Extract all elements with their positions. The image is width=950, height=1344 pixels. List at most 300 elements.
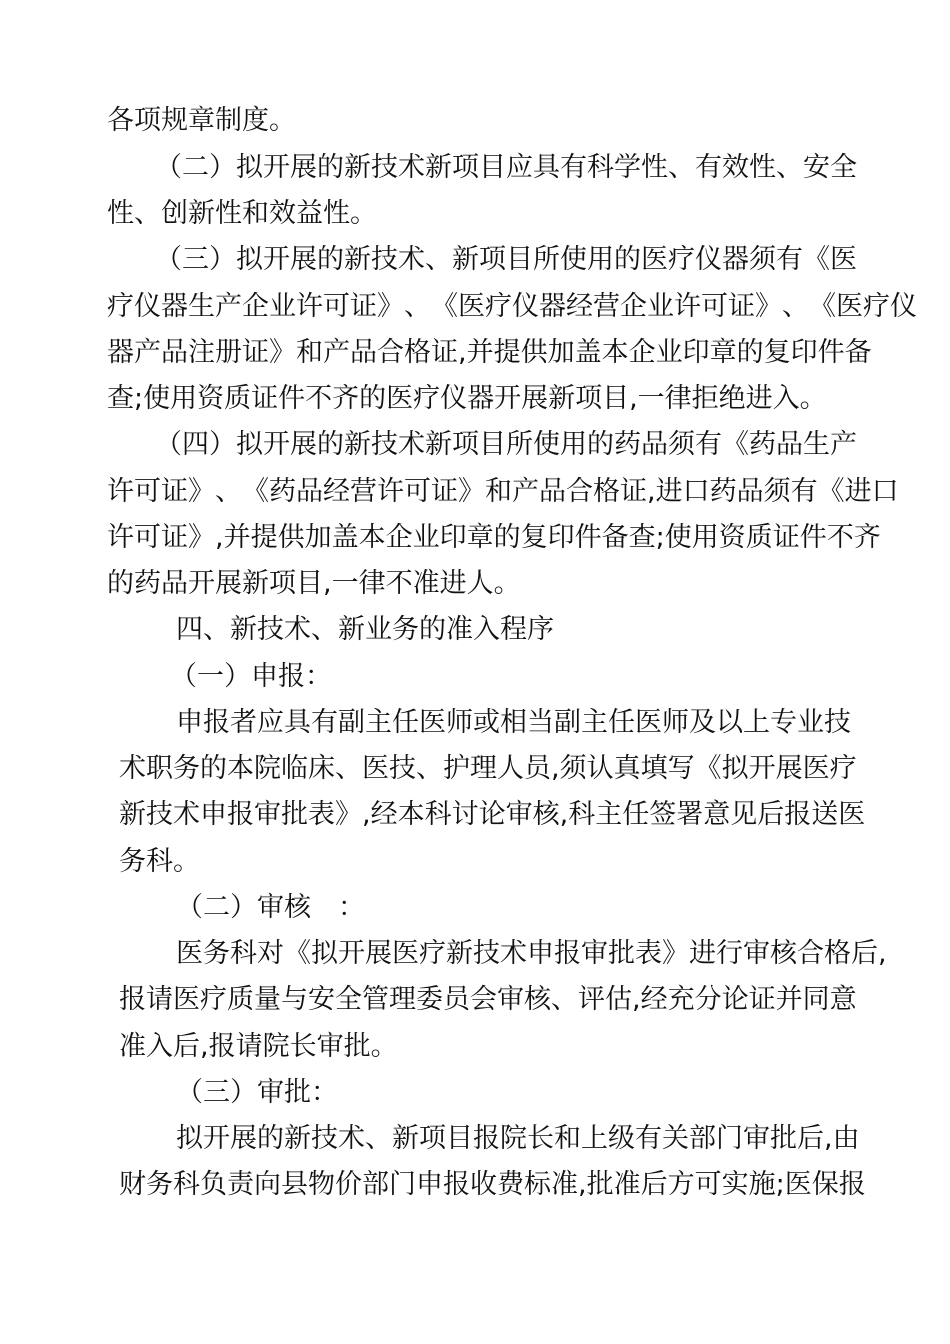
text-glyph: 合 — [566, 476, 593, 507]
text-glyph: 物 — [308, 1169, 335, 1200]
text-glyph: 产 — [134, 337, 161, 368]
text-glyph: 科 — [568, 799, 596, 830]
paragraph-line: 查;使用资质证件不齐的医疗仪器开展新项目,一律拒绝进入。 — [107, 383, 827, 414]
text-glyph: 项 — [452, 152, 479, 183]
text-glyph: 术 — [398, 152, 425, 183]
text-glyph: 企 — [385, 522, 413, 553]
text-glyph: 器 — [161, 291, 188, 322]
text-glyph: 品 — [539, 476, 566, 507]
text-glyph: 许 — [296, 291, 323, 322]
text-glyph: 质 — [745, 522, 773, 553]
text-glyph: 财 — [119, 1169, 146, 1200]
text-glyph: , — [458, 337, 467, 368]
text-glyph: 术 — [338, 1123, 365, 1154]
text-glyph: 证 — [728, 291, 755, 322]
text-glyph: 护 — [443, 753, 470, 784]
text-glyph: 术 — [500, 938, 527, 969]
text-glyph: 论 — [478, 799, 506, 830]
text-glyph: 项 — [479, 244, 506, 275]
text-glyph: 报 — [784, 799, 812, 830]
text-glyph: 展 — [290, 152, 317, 183]
text-glyph: 药 — [269, 476, 296, 507]
text-glyph: 估 — [605, 984, 632, 1015]
text-glyph: 药 — [614, 429, 641, 460]
text-glyph: 、 — [215, 476, 242, 507]
text-glyph: 合 — [797, 938, 824, 969]
text-glyph: 盖 — [574, 337, 602, 368]
text-glyph: 副 — [338, 707, 365, 738]
text-glyph: 的 — [587, 429, 614, 460]
text-glyph: 学 — [614, 152, 641, 183]
text-glyph: 加 — [304, 522, 332, 553]
text-glyph: 的 — [200, 753, 227, 784]
text-glyph: 进 — [655, 476, 683, 507]
text-glyph: 科 — [424, 799, 452, 830]
text-glyph: 科 — [587, 152, 614, 183]
text-glyph: 提 — [250, 522, 278, 553]
text-glyph: 申 — [416, 1169, 443, 1200]
paragraph-line — [176, 936, 887, 972]
text-glyph: 合 — [377, 337, 404, 368]
text-glyph: 品 — [161, 337, 188, 368]
text-glyph: 开 — [748, 753, 776, 784]
text-glyph: 产 — [830, 429, 857, 460]
text-glyph: 开 — [263, 429, 290, 460]
section-heading: 四、新技术、新业务的准入程序 — [176, 614, 554, 645]
text-glyph: 疗 — [107, 291, 134, 322]
text-glyph: 并 — [223, 522, 251, 553]
text-glyph: 和 — [296, 337, 323, 368]
text-glyph: 应 — [506, 152, 533, 183]
text-glyph: 器 — [107, 337, 134, 368]
text-glyph: 医 — [836, 291, 863, 322]
text-glyph: 《 — [431, 291, 458, 322]
text-glyph: 疗 — [200, 984, 227, 1015]
text-glyph: 由 — [832, 1123, 860, 1154]
text-glyph: 、 — [416, 753, 443, 784]
text-glyph: 技 — [371, 244, 398, 275]
text-glyph: 应 — [257, 707, 284, 738]
text-glyph: 营 — [350, 476, 377, 507]
paragraph-line — [119, 751, 857, 787]
paragraph-line: 准入后,报请院长审批。 — [119, 1031, 398, 1062]
text-glyph: 技 — [146, 799, 173, 830]
paragraph-line: 的药品开展新项目,一律不准进人。 — [107, 568, 521, 599]
text-glyph: 同 — [802, 984, 830, 1015]
text-glyph: 有 — [695, 429, 722, 460]
text-glyph: 署 — [676, 799, 704, 830]
text-glyph: 技 — [473, 938, 500, 969]
text-glyph: 医 — [176, 938, 203, 969]
text-glyph: 新 — [452, 244, 479, 275]
text-glyph: 营 — [593, 291, 620, 322]
text-glyph: 盖 — [331, 522, 359, 553]
text-glyph: 批 — [770, 1123, 797, 1154]
text-glyph: 职 — [146, 753, 173, 784]
text-glyph: 讨 — [451, 799, 479, 830]
text-glyph: 、 — [551, 984, 578, 1015]
text-glyph: ） — [209, 244, 236, 275]
text-glyph: 、 — [404, 291, 431, 322]
text-glyph: 经 — [323, 476, 350, 507]
text-glyph: 有 — [695, 152, 722, 183]
text-glyph: 可 — [134, 476, 161, 507]
text-glyph: 三 — [182, 244, 209, 275]
text-glyph: 《 — [817, 476, 845, 507]
text-glyph: 部 — [362, 1169, 389, 1200]
text-glyph: 保 — [811, 1169, 839, 1200]
text-glyph: 收 — [470, 1169, 497, 1200]
text-glyph: 目 — [446, 1123, 473, 1154]
text-glyph: 件 — [574, 522, 602, 553]
text-glyph: 术 — [398, 244, 425, 275]
text-glyph: 上 — [743, 707, 770, 738]
text-glyph: 有 — [560, 152, 587, 183]
text-glyph: 主 — [595, 799, 623, 830]
text-glyph: 生 — [803, 429, 830, 460]
text-glyph: 技 — [824, 707, 851, 738]
text-glyph: 《 — [284, 938, 311, 969]
text-glyph: 印 — [439, 522, 467, 553]
text-glyph: 人 — [497, 753, 524, 784]
text-glyph: 院 — [254, 753, 281, 784]
text-glyph: 任 — [392, 707, 419, 738]
text-glyph: 证 — [242, 337, 269, 368]
paragraph-line — [176, 1121, 860, 1157]
text-glyph: 器 — [722, 244, 749, 275]
text-glyph: 医 — [641, 244, 668, 275]
text-glyph: 意 — [703, 799, 731, 830]
text-glyph: 须 — [559, 753, 587, 784]
text-glyph: 件 — [817, 337, 845, 368]
text-glyph: 、 — [782, 291, 809, 322]
text-glyph: 方 — [667, 1169, 695, 1200]
text-glyph: 格 — [824, 938, 851, 969]
text-glyph: 申 — [527, 938, 554, 969]
text-glyph: 产 — [323, 337, 350, 368]
text-glyph: 评 — [578, 984, 605, 1015]
subsection-heading: （二）审核 ： — [176, 892, 365, 923]
text-glyph: 性 — [749, 152, 776, 183]
text-glyph: 报 — [119, 984, 146, 1015]
text-glyph: 本 — [358, 522, 386, 553]
text-glyph: 疗 — [668, 244, 695, 275]
text-glyph: 具 — [284, 707, 311, 738]
text-glyph: 备 — [601, 522, 629, 553]
text-glyph: 报 — [473, 1123, 500, 1154]
text-glyph: 见 — [730, 799, 758, 830]
subsection-heading: （三）审批： — [176, 1077, 338, 1108]
text-glyph: 须 — [668, 429, 695, 460]
text-glyph: 县 — [281, 1169, 308, 1200]
paragraph-line — [119, 982, 857, 1018]
text-glyph: 项 — [419, 1123, 446, 1154]
text-glyph: 安 — [803, 152, 830, 183]
text-glyph: 产 — [215, 291, 242, 322]
text-glyph: 相 — [500, 707, 527, 738]
text-glyph: 有 — [776, 244, 803, 275]
text-glyph: 和 — [485, 476, 512, 507]
text-glyph: 业 — [797, 707, 824, 738]
text-glyph: 报 — [443, 1169, 470, 1200]
text-glyph: 格 — [593, 476, 620, 507]
text-glyph: 加 — [547, 337, 575, 368]
text-glyph: , — [362, 799, 371, 830]
text-glyph: 证 — [431, 476, 458, 507]
text-glyph: 许 — [377, 476, 404, 507]
text-glyph: 新 — [392, 1123, 419, 1154]
text-glyph: 的 — [614, 244, 641, 275]
text-glyph: 新 — [344, 152, 371, 183]
text-glyph: 及 — [689, 707, 716, 738]
text-glyph: 充 — [667, 984, 695, 1015]
paragraph-line — [155, 242, 857, 278]
text-glyph: 准 — [551, 1169, 578, 1200]
text-glyph: 供 — [520, 337, 548, 368]
text-glyph: 质 — [227, 984, 254, 1015]
text-glyph: 审 — [743, 1123, 770, 1154]
text-glyph: 用 — [691, 522, 719, 553]
text-glyph: 施 — [748, 1169, 776, 1200]
text-glyph: 核 — [770, 938, 797, 969]
text-glyph: 副 — [554, 707, 581, 738]
text-glyph: 目 — [506, 244, 533, 275]
text-glyph: 复 — [520, 522, 548, 553]
text-glyph: 二 — [182, 152, 209, 183]
text-glyph: 请 — [146, 984, 173, 1015]
text-glyph: 医 — [802, 753, 830, 784]
paragraph-line — [119, 1167, 866, 1203]
text-glyph: 向 — [254, 1169, 281, 1200]
paragraph-line — [119, 797, 866, 833]
text-glyph: 医 — [635, 707, 662, 738]
text-glyph: 拟 — [236, 152, 263, 183]
text-glyph: 批 — [586, 1169, 614, 1200]
text-glyph: 本 — [227, 753, 254, 784]
text-glyph: 有 — [635, 1123, 662, 1154]
text-glyph: 医 — [458, 291, 485, 322]
text-glyph: 的 — [736, 337, 764, 368]
text-glyph: 企 — [620, 291, 647, 322]
text-glyph: 使 — [533, 429, 560, 460]
text-glyph: , — [551, 753, 560, 784]
text-glyph: 床 — [308, 753, 335, 784]
text-glyph: 提 — [493, 337, 521, 368]
text-glyph: 《 — [722, 429, 749, 460]
text-glyph: 的 — [493, 522, 521, 553]
text-glyph: 会 — [470, 984, 497, 1015]
text-glyph: 务 — [173, 753, 200, 784]
text-glyph: 业 — [269, 291, 296, 322]
text-glyph: , — [878, 938, 887, 969]
text-glyph: 、 — [776, 152, 803, 183]
text-glyph: 审 — [581, 938, 608, 969]
text-glyph: 展 — [290, 429, 317, 460]
text-glyph: 经 — [370, 799, 398, 830]
text-glyph: 展 — [365, 938, 392, 969]
text-glyph: 术 — [398, 429, 425, 460]
text-glyph: 》 — [188, 476, 215, 507]
text-glyph: 用 — [560, 429, 587, 460]
text-glyph: 医 — [838, 799, 866, 830]
text-glyph: 新 — [119, 799, 146, 830]
text-glyph: 新 — [446, 938, 473, 969]
text-glyph: 、 — [425, 244, 452, 275]
text-glyph: 送 — [811, 799, 839, 830]
text-glyph: 科 — [230, 938, 257, 969]
text-glyph: 进 — [844, 476, 872, 507]
text-glyph: 量 — [254, 984, 281, 1015]
text-glyph: 的 — [317, 152, 344, 183]
text-glyph: 报 — [203, 707, 230, 738]
text-glyph: 》 — [458, 476, 485, 507]
text-glyph: 门 — [389, 1169, 416, 1200]
text-glyph: 》 — [188, 522, 215, 553]
text-glyph: 性 — [641, 152, 668, 183]
text-glyph: 准 — [613, 1169, 641, 1200]
text-glyph: 开 — [263, 152, 290, 183]
text-glyph: 实 — [721, 1169, 749, 1200]
subsection-heading: （一）申报： — [170, 661, 332, 692]
paragraph-line — [155, 150, 857, 186]
text-glyph: 》 — [335, 799, 362, 830]
text-glyph: 对 — [257, 938, 284, 969]
text-glyph: 》 — [377, 291, 404, 322]
text-glyph: 员 — [443, 984, 470, 1015]
text-glyph: 使 — [560, 244, 587, 275]
text-glyph: 可 — [404, 476, 431, 507]
text-glyph: 医 — [362, 753, 389, 784]
text-glyph: 或 — [473, 707, 500, 738]
text-glyph: 新 — [425, 152, 452, 183]
text-glyph: 审 — [743, 938, 770, 969]
text-glyph: 须 — [763, 476, 791, 507]
text-glyph: 当 — [527, 707, 554, 738]
text-glyph: 安 — [308, 984, 335, 1015]
text-glyph: 费 — [497, 1169, 524, 1200]
text-glyph: 仪 — [134, 291, 161, 322]
text-glyph: 不 — [826, 522, 854, 553]
text-glyph: 价 — [335, 1169, 362, 1200]
text-glyph: 核 — [524, 984, 551, 1015]
text-glyph: ; — [775, 1169, 785, 1200]
text-glyph: 册 — [215, 337, 242, 368]
text-glyph: 经 — [640, 984, 668, 1015]
text-glyph: 具 — [533, 152, 560, 183]
text-glyph: 疗 — [485, 291, 512, 322]
text-glyph: 部 — [689, 1123, 716, 1154]
text-glyph: （ — [155, 152, 182, 183]
text-glyph: 仪 — [695, 244, 722, 275]
text-glyph: 品 — [641, 429, 668, 460]
text-glyph: 印 — [682, 337, 710, 368]
text-glyph: 负 — [200, 1169, 227, 1200]
text-glyph: 务 — [146, 1169, 173, 1200]
text-glyph: 《 — [803, 244, 830, 275]
text-glyph: 印 — [547, 522, 575, 553]
text-glyph: 的 — [317, 429, 344, 460]
text-glyph: 关 — [662, 1123, 689, 1154]
text-glyph: 核 — [532, 799, 560, 830]
text-glyph: 后 — [797, 1123, 824, 1154]
text-glyph: 医 — [784, 1169, 812, 1200]
text-glyph: 许 — [107, 522, 134, 553]
text-glyph: 拟 — [236, 429, 263, 460]
text-glyph: 口 — [682, 476, 710, 507]
text-glyph: 可 — [323, 291, 350, 322]
text-glyph: 委 — [416, 984, 443, 1015]
text-glyph: 技 — [389, 753, 416, 784]
paragraph-line: 性、创新性和效益性。 — [107, 198, 377, 229]
text-glyph: 口 — [871, 476, 899, 507]
text-glyph: 证 — [620, 476, 647, 507]
text-glyph: 填 — [640, 753, 668, 784]
text-glyph: 长 — [527, 1123, 554, 1154]
text-glyph: 本 — [601, 337, 629, 368]
paragraph-line — [107, 289, 917, 325]
text-glyph: 企 — [628, 337, 656, 368]
text-glyph: ; — [655, 522, 665, 553]
text-glyph: 》 — [662, 938, 689, 969]
text-glyph: , — [578, 1169, 587, 1200]
text-glyph: 项 — [452, 429, 479, 460]
text-glyph: 者 — [230, 707, 257, 738]
paragraph-line — [107, 520, 881, 556]
text-glyph: 格 — [404, 337, 431, 368]
text-glyph: 任 — [622, 799, 650, 830]
paragraph-line — [107, 335, 872, 371]
text-glyph: 全 — [830, 152, 857, 183]
text-glyph: 后 — [640, 1169, 668, 1200]
text-glyph: 医 — [419, 707, 446, 738]
text-glyph: 齐 — [853, 522, 881, 553]
text-glyph: , — [632, 984, 641, 1015]
text-glyph: 四 — [182, 429, 209, 460]
text-glyph: 许 — [674, 291, 701, 322]
text-glyph: 员 — [524, 753, 551, 784]
text-glyph: 级 — [608, 1123, 635, 1154]
text-glyph: 品 — [736, 476, 764, 507]
text-glyph: 证 — [772, 522, 800, 553]
text-glyph: 全 — [335, 984, 362, 1015]
text-glyph: 印 — [790, 337, 818, 368]
text-glyph: 新 — [344, 244, 371, 275]
text-glyph: 审 — [505, 799, 533, 830]
paragraph-line: 各项规章制度。 — [107, 105, 296, 136]
text-glyph: 以 — [716, 707, 743, 738]
text-glyph: 疗 — [419, 938, 446, 969]
text-glyph: 医 — [830, 244, 857, 275]
text-glyph: 备 — [844, 337, 872, 368]
text-glyph: 主 — [365, 707, 392, 738]
text-glyph: 技 — [371, 152, 398, 183]
text-glyph: 责 — [227, 1169, 254, 1200]
text-glyph: 仪 — [890, 291, 917, 322]
text-glyph: 审 — [497, 984, 524, 1015]
text-glyph: 仪 — [512, 291, 539, 322]
text-glyph: 目 — [479, 152, 506, 183]
text-glyph: 专 — [770, 707, 797, 738]
text-glyph: 可 — [134, 522, 161, 553]
text-glyph: 所 — [506, 429, 533, 460]
text-glyph: 表 — [635, 938, 662, 969]
text-glyph: 目 — [479, 429, 506, 460]
text-glyph: 许 — [107, 476, 134, 507]
text-glyph: 件 — [799, 522, 827, 553]
text-glyph: 生 — [188, 291, 215, 322]
text-glyph: 开 — [203, 1123, 230, 1154]
text-glyph: 供 — [277, 522, 305, 553]
